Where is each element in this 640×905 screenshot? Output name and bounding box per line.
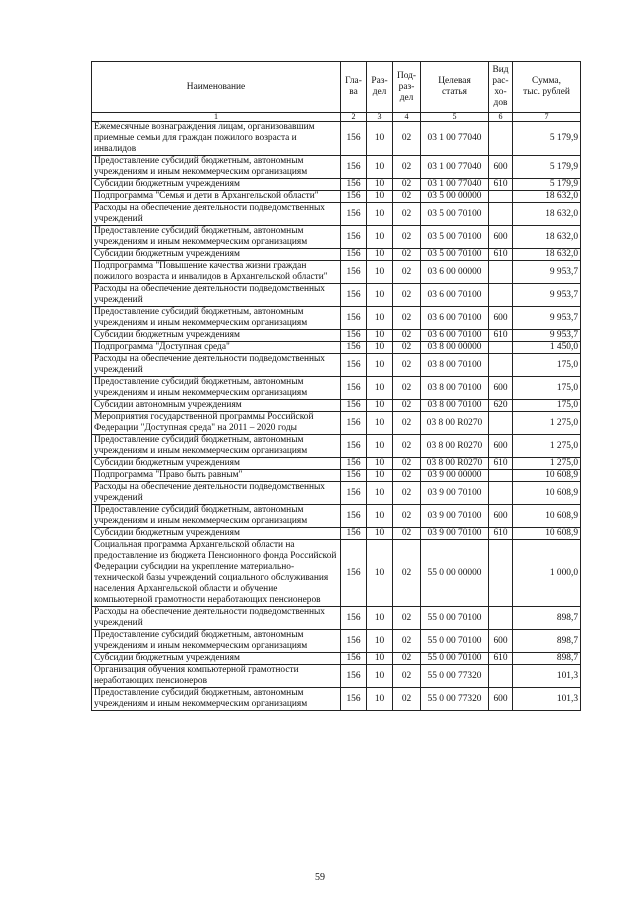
header-target: Целевая статья — [421, 62, 489, 113]
table-row — [92, 458, 581, 470]
row-razdel: 10 — [367, 249, 393, 261]
row-razdel: 10 — [367, 354, 393, 377]
row-sum: 18 632,0 — [513, 249, 581, 261]
row-sum: 9 953,7 — [513, 284, 581, 307]
row-podrazdel: 02 — [393, 226, 421, 249]
row-glava: 156 — [341, 458, 367, 470]
row-sum: 1 275,0 — [513, 412, 581, 435]
row-name: Предоставление субсидий бюджетным, автономным учреждениям и иным некоммерческим организациям — [92, 226, 341, 249]
row-target: 03 5 00 70100 — [421, 249, 489, 261]
row-sum: 18 632,0 — [513, 203, 581, 226]
row-razdel: 10 — [367, 528, 393, 540]
row-glava: 156 — [341, 191, 367, 203]
row-glava: 156 — [341, 284, 367, 307]
row-podrazdel: 02 — [393, 665, 421, 688]
row-razdel: 10 — [367, 330, 393, 342]
table-row — [92, 377, 581, 400]
row-glava: 156 — [341, 377, 367, 400]
row-glava: 156 — [341, 226, 367, 249]
row-glava: 156 — [341, 122, 367, 156]
row-name: Субсидии бюджетным учреждениям — [92, 458, 341, 470]
row-vid: 610 — [489, 179, 513, 191]
row-name: Подпрограмма "Семья и дети в Архангельской области" — [92, 191, 341, 203]
row-razdel: 10 — [367, 435, 393, 458]
row-podrazdel: 02 — [393, 412, 421, 435]
row-target: 03 6 00 70100 — [421, 284, 489, 307]
row-target: 03 8 00 R0270 — [421, 435, 489, 458]
row-razdel: 10 — [367, 688, 393, 711]
row-vid: 610 — [489, 653, 513, 665]
row-podrazdel: 02 — [393, 540, 421, 607]
row-target: 55 0 00 70100 — [421, 630, 489, 653]
row-vid — [489, 540, 513, 607]
row-podrazdel: 02 — [393, 377, 421, 400]
table-row — [92, 653, 581, 665]
table-header-row — [92, 62, 581, 113]
row-vid — [489, 261, 513, 284]
row-sum: 9 953,7 — [513, 307, 581, 330]
row-razdel: 10 — [367, 377, 393, 400]
row-target: 03 6 00 00000 — [421, 261, 489, 284]
row-name: Расходы на обеспечение деятельности подведомственных учреждений — [92, 354, 341, 377]
header-name: Наименование — [92, 62, 341, 113]
row-podrazdel: 02 — [393, 505, 421, 528]
row-vid: 600 — [489, 156, 513, 179]
row-sum: 10 608,9 — [513, 482, 581, 505]
row-sum: 1 450,0 — [513, 342, 581, 354]
row-name: Социальная программа Архангельской области на предоставление из бюджета Пенсионного фонда Российской Федерации субсидии на укрепление материально-технической базы учреждений социального обслуживания населения Архангельской области и обучение компьютерной грамотности неработающих пенсионеров — [92, 540, 341, 607]
row-razdel: 10 — [367, 412, 393, 435]
table-row — [92, 435, 581, 458]
row-podrazdel: 02 — [393, 607, 421, 630]
table-row — [92, 342, 581, 354]
row-razdel: 10 — [367, 191, 393, 203]
row-glava: 156 — [341, 400, 367, 412]
row-sum: 175,0 — [513, 400, 581, 412]
row-name: Расходы на обеспечение деятельности подведомственных учреждений — [92, 482, 341, 505]
row-razdel: 10 — [367, 400, 393, 412]
row-name: Субсидии бюджетным учреждениям — [92, 330, 341, 342]
row-sum: 9 953,7 — [513, 330, 581, 342]
row-vid — [489, 354, 513, 377]
row-vid — [489, 342, 513, 354]
row-glava: 156 — [341, 630, 367, 653]
row-razdel: 10 — [367, 653, 393, 665]
row-glava: 156 — [341, 342, 367, 354]
row-glava: 156 — [341, 665, 367, 688]
row-podrazdel: 02 — [393, 482, 421, 505]
table-row — [92, 122, 581, 156]
row-podrazdel: 02 — [393, 330, 421, 342]
row-podrazdel: 02 — [393, 122, 421, 156]
row-vid — [489, 191, 513, 203]
row-razdel: 10 — [367, 261, 393, 284]
row-podrazdel: 02 — [393, 179, 421, 191]
row-sum: 1 275,0 — [513, 435, 581, 458]
row-podrazdel: 02 — [393, 342, 421, 354]
row-vid: 600 — [489, 435, 513, 458]
column-number: 1 — [92, 113, 341, 122]
row-glava: 156 — [341, 653, 367, 665]
row-glava: 156 — [341, 307, 367, 330]
row-name: Подпрограмма "Доступная среда" — [92, 342, 341, 354]
row-razdel: 10 — [367, 284, 393, 307]
row-target: 03 6 00 70100 — [421, 330, 489, 342]
row-vid: 600 — [489, 505, 513, 528]
row-name: Субсидии бюджетным учреждениям — [92, 179, 341, 191]
row-glava: 156 — [341, 482, 367, 505]
row-sum: 898,7 — [513, 630, 581, 653]
row-target: 03 9 00 70100 — [421, 528, 489, 540]
row-target: 03 1 00 77040 — [421, 179, 489, 191]
row-glava: 156 — [341, 354, 367, 377]
row-vid: 600 — [489, 630, 513, 653]
column-number: 2 — [341, 113, 367, 122]
row-vid — [489, 284, 513, 307]
row-target: 03 1 00 77040 — [421, 122, 489, 156]
table-row — [92, 400, 581, 412]
row-glava: 156 — [341, 156, 367, 179]
row-glava: 156 — [341, 505, 367, 528]
row-name: Предоставление субсидий бюджетным, автономным учреждениям и иным некоммерческим организациям — [92, 435, 341, 458]
row-name: Субсидии автономным учреждениям — [92, 400, 341, 412]
row-name: Субсидии бюджетным учреждениям — [92, 528, 341, 540]
row-glava: 156 — [341, 528, 367, 540]
row-razdel: 10 — [367, 505, 393, 528]
table-row — [92, 540, 581, 607]
page-number: 59 — [315, 872, 325, 883]
header-sum: Сумма, тыс. рублей — [513, 62, 581, 113]
table-row — [92, 688, 581, 711]
row-name: Предоставление субсидий бюджетным, автономным учреждениям и иным некоммерческим организациям — [92, 156, 341, 179]
row-target: 03 8 00 00000 — [421, 342, 489, 354]
row-target: 55 0 00 00000 — [421, 540, 489, 607]
row-razdel: 10 — [367, 630, 393, 653]
table-row — [92, 307, 581, 330]
table-row — [92, 191, 581, 203]
row-target: 03 9 00 00000 — [421, 470, 489, 482]
row-podrazdel: 02 — [393, 261, 421, 284]
row-name: Предоставление субсидий бюджетным, автономным учреждениям и иным некоммерческим организациям — [92, 377, 341, 400]
row-glava: 156 — [341, 261, 367, 284]
row-name: Расходы на обеспечение деятельности подведомственных учреждений — [92, 607, 341, 630]
row-target: 03 8 00 70100 — [421, 377, 489, 400]
row-razdel: 10 — [367, 203, 393, 226]
row-name: Предоставление субсидий бюджетным, автономным учреждениям и иным некоммерческим организациям — [92, 688, 341, 711]
row-glava: 156 — [341, 249, 367, 261]
row-podrazdel: 02 — [393, 307, 421, 330]
row-name: Подпрограмма "Повышение качества жизни граждан пожилого возраста и инвалидов в Архангельской области" — [92, 261, 341, 284]
row-sum: 1 000,0 — [513, 540, 581, 607]
table-row — [92, 505, 581, 528]
row-target: 03 6 00 70100 — [421, 307, 489, 330]
row-podrazdel: 02 — [393, 191, 421, 203]
row-sum: 101,3 — [513, 688, 581, 711]
row-vid — [489, 482, 513, 505]
table-row — [92, 665, 581, 688]
table-row — [92, 226, 581, 249]
row-razdel: 10 — [367, 307, 393, 330]
row-target: 03 8 00 70100 — [421, 400, 489, 412]
header-podrazdel: Под- раз- дел — [393, 62, 421, 113]
row-vid: 610 — [489, 330, 513, 342]
row-glava: 156 — [341, 540, 367, 607]
column-number: 3 — [367, 113, 393, 122]
row-sum: 101,3 — [513, 665, 581, 688]
row-podrazdel: 02 — [393, 458, 421, 470]
row-razdel: 10 — [367, 226, 393, 249]
row-razdel: 10 — [367, 342, 393, 354]
column-number: 5 — [421, 113, 489, 122]
row-podrazdel: 02 — [393, 249, 421, 261]
row-sum: 18 632,0 — [513, 226, 581, 249]
row-target: 03 9 00 70100 — [421, 482, 489, 505]
row-sum: 5 179,9 — [513, 179, 581, 191]
row-vid: 600 — [489, 226, 513, 249]
row-vid — [489, 665, 513, 688]
row-razdel: 10 — [367, 179, 393, 191]
row-vid — [489, 607, 513, 630]
row-target: 03 5 00 70100 — [421, 203, 489, 226]
row-podrazdel: 02 — [393, 653, 421, 665]
row-razdel: 10 — [367, 156, 393, 179]
row-name: Мероприятия государственной программы Российской Федерации "Доступная среда" на 2011 – 2020 годы — [92, 412, 341, 435]
column-number: 6 — [489, 113, 513, 122]
row-target: 03 5 00 70100 — [421, 226, 489, 249]
row-vid — [489, 122, 513, 156]
row-sum: 1 275,0 — [513, 458, 581, 470]
row-target: 55 0 00 70100 — [421, 607, 489, 630]
row-podrazdel: 02 — [393, 688, 421, 711]
table-row — [92, 482, 581, 505]
row-glava: 156 — [341, 435, 367, 458]
row-vid — [489, 470, 513, 482]
row-target: 03 1 00 77040 — [421, 156, 489, 179]
header-glava: Гла- ва — [341, 62, 367, 113]
row-vid: 600 — [489, 377, 513, 400]
row-sum: 10 608,9 — [513, 505, 581, 528]
row-glava: 156 — [341, 607, 367, 630]
table-row — [92, 607, 581, 630]
row-sum: 18 632,0 — [513, 191, 581, 203]
table-row — [92, 156, 581, 179]
row-target: 03 5 00 00000 — [421, 191, 489, 203]
row-sum: 9 953,7 — [513, 261, 581, 284]
row-sum: 10 608,9 — [513, 528, 581, 540]
table-row — [92, 261, 581, 284]
row-podrazdel: 02 — [393, 400, 421, 412]
column-numbers-row — [92, 113, 581, 122]
table-row — [92, 284, 581, 307]
budget-table — [91, 61, 581, 711]
row-vid: 610 — [489, 528, 513, 540]
row-target: 55 0 00 70100 — [421, 653, 489, 665]
table-row — [92, 412, 581, 435]
row-glava: 156 — [341, 330, 367, 342]
row-target: 03 9 00 70100 — [421, 505, 489, 528]
row-glava: 156 — [341, 412, 367, 435]
row-vid: 610 — [489, 249, 513, 261]
row-razdel: 10 — [367, 607, 393, 630]
table-row — [92, 203, 581, 226]
row-sum: 5 179,9 — [513, 156, 581, 179]
row-podrazdel: 02 — [393, 435, 421, 458]
row-target: 03 8 00 70100 — [421, 354, 489, 377]
header-razdel: Раз- дел — [367, 62, 393, 113]
row-vid: 620 — [489, 400, 513, 412]
table-row — [92, 330, 581, 342]
row-sum: 898,7 — [513, 653, 581, 665]
row-podrazdel: 02 — [393, 470, 421, 482]
column-number: 4 — [393, 113, 421, 122]
table-row — [92, 470, 581, 482]
row-target: 03 8 00 R0270 — [421, 412, 489, 435]
row-name: Расходы на обеспечение деятельности подведомственных учреждений — [92, 203, 341, 226]
row-name: Организация обучения компьютерной грамотности неработающих пенсионеров — [92, 665, 341, 688]
table-row — [92, 249, 581, 261]
row-vid — [489, 412, 513, 435]
row-razdel: 10 — [367, 458, 393, 470]
row-vid — [489, 203, 513, 226]
row-name: Субсидии бюджетным учреждениям — [92, 249, 341, 261]
row-sum: 898,7 — [513, 607, 581, 630]
header-vid: Вид рас- хо- дов — [489, 62, 513, 113]
row-podrazdel: 02 — [393, 630, 421, 653]
row-name: Предоставление субсидий бюджетным, автономным учреждениям и иным некоммерческим организациям — [92, 630, 341, 653]
row-name: Подпрограмма "Право быть равным" — [92, 470, 341, 482]
row-name: Предоставление субсидий бюджетным, автономным учреждениям и иным некоммерческим организациям — [92, 505, 341, 528]
row-glava: 156 — [341, 688, 367, 711]
row-razdel: 10 — [367, 482, 393, 505]
row-name: Субсидии бюджетным учреждениям — [92, 653, 341, 665]
row-name: Ежемесячные вознаграждения лицам, организовавшим приемные семьи для граждан пожилого возраста и инвалидов — [92, 122, 341, 156]
row-razdel: 10 — [367, 122, 393, 156]
row-name: Расходы на обеспечение деятельности подведомственных учреждений — [92, 284, 341, 307]
row-target: 03 8 00 R0270 — [421, 458, 489, 470]
row-glava: 156 — [341, 179, 367, 191]
table-body — [92, 122, 581, 711]
row-razdel: 10 — [367, 540, 393, 607]
table-row — [92, 179, 581, 191]
row-podrazdel: 02 — [393, 284, 421, 307]
row-name: Предоставление субсидий бюджетным, автономным учреждениям и иным некоммерческим организациям — [92, 307, 341, 330]
row-vid: 600 — [489, 688, 513, 711]
row-podrazdel: 02 — [393, 156, 421, 179]
table-row — [92, 528, 581, 540]
table-row — [92, 630, 581, 653]
row-target: 55 0 00 77320 — [421, 688, 489, 711]
row-razdel: 10 — [367, 470, 393, 482]
row-podrazdel: 02 — [393, 354, 421, 377]
row-glava: 156 — [341, 470, 367, 482]
row-sum: 5 179,9 — [513, 122, 581, 156]
row-target: 55 0 00 77320 — [421, 665, 489, 688]
row-sum: 175,0 — [513, 354, 581, 377]
row-sum: 10 608,9 — [513, 470, 581, 482]
row-glava: 156 — [341, 203, 367, 226]
row-vid: 610 — [489, 458, 513, 470]
row-podrazdel: 02 — [393, 203, 421, 226]
column-number: 7 — [513, 113, 581, 122]
row-sum: 175,0 — [513, 377, 581, 400]
row-podrazdel: 02 — [393, 528, 421, 540]
table-row — [92, 354, 581, 377]
row-vid: 600 — [489, 307, 513, 330]
row-razdel: 10 — [367, 665, 393, 688]
